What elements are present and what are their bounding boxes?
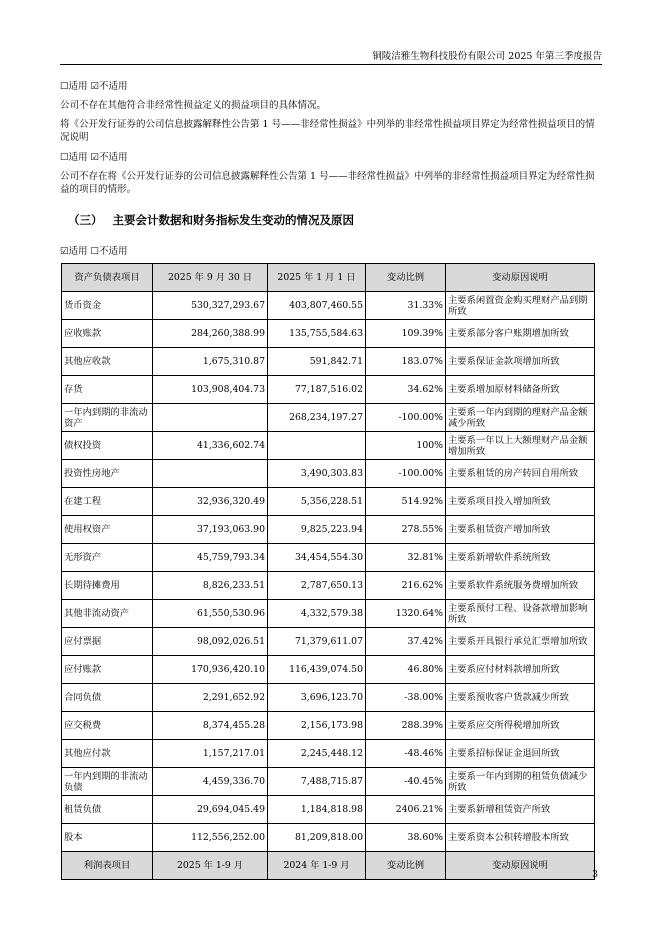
cell-prior-value: 7,488,715.87	[268, 768, 366, 796]
table-row	[62, 348, 595, 376]
table-header-row-income	[62, 852, 595, 880]
table-row	[62, 376, 595, 404]
section-heading: 主要会计数据和财务指标发生变动的情况及原因	[112, 213, 354, 227]
table-row	[62, 796, 595, 824]
table-row	[62, 320, 595, 348]
report-header-title: 铜陵洁雅生物科技股份有限公司 2025 年第三季度报告	[372, 51, 602, 62]
cell-prior-value: 135,755,584.63	[268, 320, 366, 348]
cell-item: 租赁负债	[62, 796, 153, 824]
table-row	[62, 544, 595, 572]
cell-item: 应收账款	[62, 320, 153, 348]
cell-change-ratio: -48.46%	[366, 740, 446, 768]
cell-reason: 主要系租赁资产增加所致	[446, 516, 595, 544]
cell-prior-value: 1,184,818.98	[268, 796, 366, 824]
cell-current-value: 1,157,217.01	[153, 740, 268, 768]
cell-current-value: 41,336,602.74	[153, 432, 268, 460]
table-row	[62, 656, 595, 684]
cell-item: 其他应收款	[62, 348, 153, 376]
cell-prior-value: 71,379,611.07	[268, 628, 366, 656]
cell-reason: 主要系闲置资金购买理财产品到期所致	[446, 292, 595, 320]
header-reason: 变动原因说明	[446, 264, 595, 292]
cell-item: 其他非流动资产	[62, 600, 153, 628]
table-row	[62, 712, 595, 740]
cell-change-ratio: 2406.21%	[366, 796, 446, 824]
cell-change-ratio: 34.62%	[366, 376, 446, 404]
cell-current-value: 8,826,233.51	[153, 572, 268, 600]
cell-item: 无形资产	[62, 544, 153, 572]
cell-current-value: 284,260,388.99	[153, 320, 268, 348]
cell-item: 存货	[62, 376, 153, 404]
cell-current-value: 29,694,045.49	[153, 796, 268, 824]
cell-item: 使用权资产	[62, 516, 153, 544]
table-row	[62, 600, 595, 628]
cell-prior-value: 2,156,173.98	[268, 712, 366, 740]
table-row	[62, 684, 595, 712]
cell-item: 债权投资	[62, 432, 153, 460]
cell-change-ratio: 216.62%	[366, 572, 446, 600]
table-row	[62, 768, 595, 796]
cell-prior-value: 2,245,448.12	[268, 740, 366, 768]
applicability-checkbox-1: ☐适用 ☑不适用	[60, 81, 128, 92]
cell-current-value: 32,936,320.49	[153, 488, 268, 516]
cell-prior-value: 3,490,303.83	[268, 460, 366, 488]
cell-reason: 主要系一年内到期的理财产品金额减少所致	[446, 404, 595, 432]
page-number: 3	[592, 870, 598, 880]
cell-reason: 主要系预收客户货款减少所致	[446, 684, 595, 712]
cell-current-value: 61,550,530.96	[153, 600, 268, 628]
cell-change-ratio: 38.60%	[366, 824, 446, 852]
cell-prior-value: 34,454,554.30	[268, 544, 366, 572]
table-row	[62, 572, 595, 600]
cell-change-ratio: 278.55%	[366, 516, 446, 544]
cell-prior-value: 9,825,223.94	[268, 516, 366, 544]
cell-prior-value: 403,807,460.55	[268, 292, 366, 320]
section-title	[68, 212, 354, 228]
table-row	[62, 404, 595, 432]
cell-current-value: 112,556,252.00	[153, 824, 268, 852]
cell-reason: 主要系应付材料款增加所致	[446, 656, 595, 684]
cell-prior-value: 4,332,579.38	[268, 600, 366, 628]
cell-current-value	[153, 460, 268, 488]
cell-prior-value: 81,209,818.00	[268, 824, 366, 852]
header-prior-date: 2025 年 1 月 1 日	[268, 264, 366, 292]
cell-current-value: 103,908,404.73	[153, 376, 268, 404]
cell-change-ratio: 100%	[366, 432, 446, 460]
paragraph-no-other-items: 公司不存在其他符合非经常性损益定义的损益项目的具体情况。	[60, 100, 327, 111]
cell-change-ratio: 183.07%	[366, 348, 446, 376]
cell-current-value: 1,675,310.87	[153, 348, 268, 376]
cell-reason: 主要系租赁的房产转回自用所致	[446, 460, 595, 488]
header-item: 资产负债表项目	[62, 264, 153, 292]
cell-reason: 主要系部分客户账期增加所致	[446, 320, 595, 348]
cell-change-ratio: -38.00%	[366, 684, 446, 712]
cell-reason: 主要系预付工程、设备款增加影响所致	[446, 600, 595, 628]
cell-reason: 主要系一年以上大额理财产品金额增加所致	[446, 432, 595, 460]
header-current-period: 2025 年 1-9 月	[153, 852, 268, 880]
cell-item: 其他应付款	[62, 740, 153, 768]
cell-change-ratio: 32.81%	[366, 544, 446, 572]
cell-reason: 主要系资本公积转增股本所致	[446, 824, 595, 852]
paragraph-no-reclassification: 公司不存在将《公开发行证券的公司信息披露解释性公告第 1 号——非经常性损益》中列举的非经常性损益项目界定为经常性损益的项目的情形。	[60, 171, 595, 195]
cell-item: 货币资金	[62, 292, 153, 320]
cell-current-value: 37,193,063.90	[153, 516, 268, 544]
cell-change-ratio: -100.00%	[366, 460, 446, 488]
cell-reason: 主要系增加原材料储备所致	[446, 376, 595, 404]
cell-prior-value: 116,439,074.50	[268, 656, 366, 684]
cell-change-ratio: 46.80%	[366, 656, 446, 684]
cell-current-value	[153, 404, 268, 432]
header-current-date: 2025 年 9 月 30 日	[153, 264, 268, 292]
table-header-row	[62, 264, 595, 292]
cell-change-ratio: 37.42%	[366, 628, 446, 656]
cell-reason: 主要系新增软件系统所致	[446, 544, 595, 572]
cell-change-ratio: 109.39%	[366, 320, 446, 348]
financial-changes-table	[61, 263, 595, 880]
cell-current-value: 170,936,420.10	[153, 656, 268, 684]
cell-prior-value: 268,234,197.27	[268, 404, 366, 432]
cell-item: 股本	[62, 824, 153, 852]
table-row	[62, 824, 595, 852]
cell-change-ratio: -40.45%	[366, 768, 446, 796]
cell-reason: 主要系软件系统服务费增加所致	[446, 572, 595, 600]
cell-current-value: 45,759,793.34	[153, 544, 268, 572]
header-prior-period: 2024 年 1-9 月	[268, 852, 366, 880]
cell-item: 合同负债	[62, 684, 153, 712]
table-row	[62, 292, 595, 320]
cell-item: 一年内到期的非流动资产	[62, 404, 153, 432]
cell-current-value: 98,092,026.51	[153, 628, 268, 656]
cell-item: 投资性房地产	[62, 460, 153, 488]
cell-reason: 主要系保证金款项增加所致	[446, 348, 595, 376]
cell-prior-value: 2,787,650.13	[268, 572, 366, 600]
cell-current-value: 8,374,455.28	[153, 712, 268, 740]
applicability-checkbox-3: ☑适用 ☐不适用	[60, 246, 128, 257]
header-change-ratio: 变动比例	[366, 264, 446, 292]
cell-prior-value: 591,842.71	[268, 348, 366, 376]
cell-change-ratio: 514.92%	[366, 488, 446, 516]
cell-item: 应付账款	[62, 656, 153, 684]
table-row	[62, 628, 595, 656]
cell-prior-value: 3,696,123.70	[268, 684, 366, 712]
cell-item: 长期待摊费用	[62, 572, 153, 600]
cell-prior-value	[268, 432, 366, 460]
header-income-item: 利润表项目	[62, 852, 153, 880]
cell-current-value: 530,327,293.67	[153, 292, 268, 320]
cell-current-value: 4,459,336.70	[153, 768, 268, 796]
cell-reason: 主要系招标保证金退回所致	[446, 740, 595, 768]
cell-change-ratio: 31.33%	[366, 292, 446, 320]
cell-reason: 主要系项目投入增加所致	[446, 488, 595, 516]
table-row	[62, 460, 595, 488]
cell-item: 在建工程	[62, 488, 153, 516]
header-divider	[60, 64, 602, 65]
table-row	[62, 740, 595, 768]
header-income-change-ratio: 变动比例	[366, 852, 446, 880]
applicability-checkbox-2: ☐适用 ☑不适用	[60, 152, 128, 163]
cell-change-ratio: 1320.64%	[366, 600, 446, 628]
cell-reason: 主要系开具银行承兑汇票增加所致	[446, 628, 595, 656]
table-row	[62, 488, 595, 516]
cell-item: 一年内到期的非流动负债	[62, 768, 153, 796]
cell-item: 应付票据	[62, 628, 153, 656]
cell-prior-value: 77,187,516.02	[268, 376, 366, 404]
cell-item: 应交税费	[62, 712, 153, 740]
table-row	[62, 432, 595, 460]
cell-current-value: 2,291,652.92	[153, 684, 268, 712]
cell-change-ratio: 288.39%	[366, 712, 446, 740]
cell-reason: 主要系一年内到期的租赁负债减少所致	[446, 768, 595, 796]
cell-prior-value: 5,356,228.51	[268, 488, 366, 516]
section-number: （三）	[68, 213, 103, 227]
cell-reason: 主要系新增租赁资产所致	[446, 796, 595, 824]
paragraph-classification-note: 将《公开发行证券的公司信息披露解释性公告第 1 号——非经常性损益》中列举的非经常性损益项目界定为经常性损益项目的情况说明	[60, 119, 595, 143]
table-row	[62, 516, 595, 544]
header-income-reason: 变动原因说明	[446, 852, 595, 880]
cell-change-ratio: -100.00%	[366, 404, 446, 432]
cell-reason: 主要系应交所得税增加所致	[446, 712, 595, 740]
